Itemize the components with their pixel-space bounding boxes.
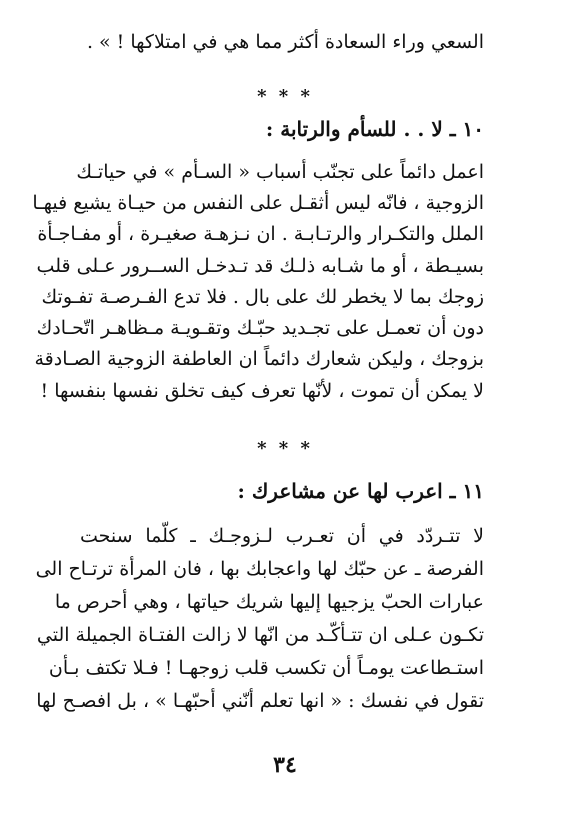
paragraph-line: تكـون عـلى ان تتـأكّـد من انّها لا زالت الفتـاة الجميلة التي (36, 624, 484, 646)
paragraph-line: اعمل دائماً على تجنّب أسباب « السـأم » في حياتـك (76, 161, 484, 183)
section-heading-11: ١١ ـ اعرب لها عن مشاعرك : (237, 479, 484, 503)
paragraph-line: دون أن تعمـل على تجـديد حبّـك وتقـويـة مـظاهـر اتّحـادك (36, 317, 484, 339)
section-heading-10: ١٠ ـ لا . . للسأم والرتابة : (265, 117, 484, 141)
page-number: ٣٤ (273, 752, 297, 778)
paragraph-line: زوجك بما لا يخطر لك على بال . فلا تدع الفـرصـة تفـوتك (41, 286, 484, 308)
paragraph-line: استـطاعت يومـاً أن تكسب قلب زوجهـا ! فـلا تكتف بـأن (48, 657, 484, 679)
paragraph-line: بزوجك ، وليكن شعارك دائماً ان العاطفة الزوجية الصـادقة (34, 348, 484, 370)
paragraph-line: الزوجية ، فانّه ليس أثقـل على النفس من حيـاة يشيع فيهـا (32, 192, 484, 214)
paragraph-line: تقول في نفسك : « انها تعلم أنّني أحبّهـا » ، بل افصـح لها (36, 690, 484, 712)
paragraph-line: الفرصة ـ عن حبّك لها واعجابك بها ، فان المرأة ترتـاح الى (35, 558, 484, 580)
paragraph-line: لا يمكن أن تموت ، لأنّها تعرف كيف تخلق نفسها بنفسها ! (40, 380, 484, 402)
section-separator: * * * (257, 438, 313, 459)
section-separator: * * * (257, 86, 313, 107)
paragraph-line: بسيـطة ، أو ما شـابه ذلـك قد تـدخـل الســرور عـلى قلب (36, 255, 484, 277)
paragraph-line: الملل والتكـرار والرتـابـة . ان نـزهـة صغيـرة ، أو مفـاجـأة (37, 223, 484, 245)
continuation-line: السعي وراء السعادة أكثر مما هي في امتلاكها ! » . (86, 31, 484, 53)
paragraph-line: عبارات الحبّ يزجيها إليها شريك حياتها ، وهي أحرص ما (54, 591, 484, 613)
paragraph-line: لا تتـردّد في أن تعـرب لـزوجـك ـ كلّما سنحت (80, 525, 484, 547)
